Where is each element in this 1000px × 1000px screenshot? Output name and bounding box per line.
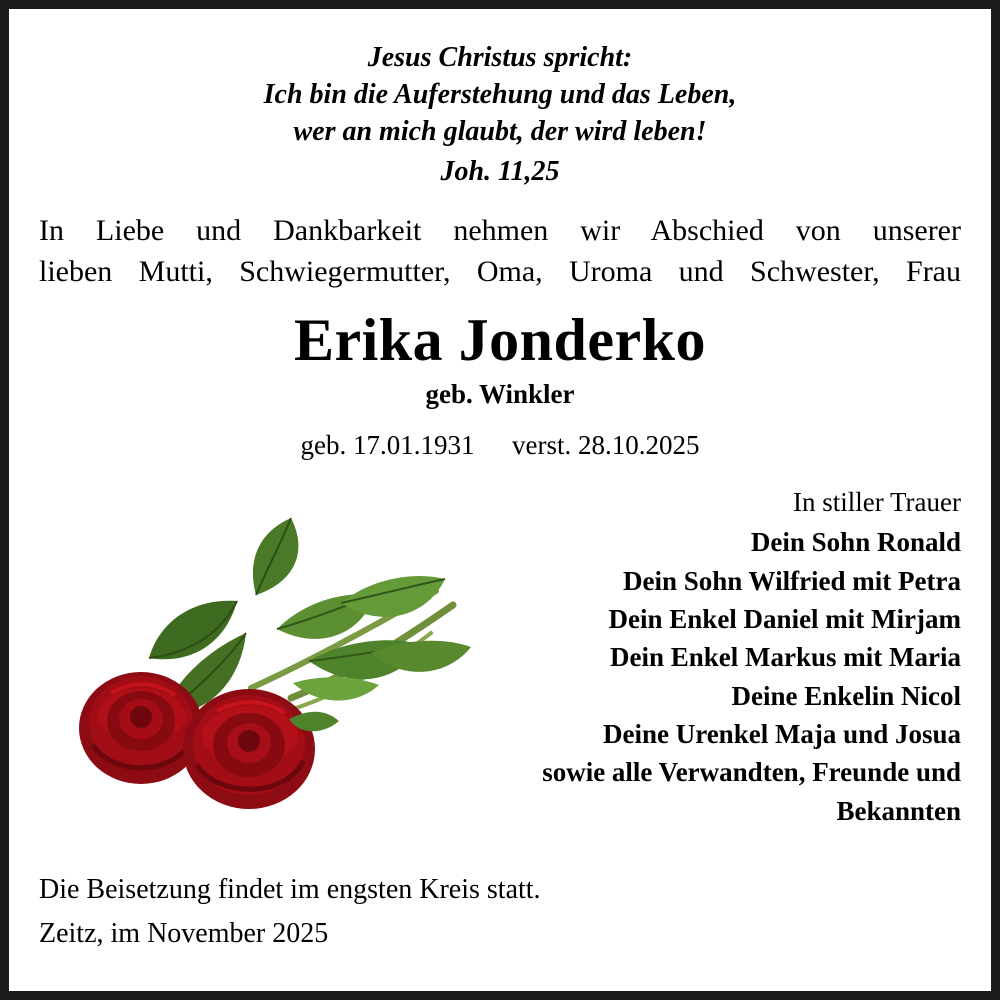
mourners-list — [469, 483, 961, 830]
roses-image — [41, 483, 481, 813]
mourner-5: Deine Enkelin Nicol — [731, 680, 961, 711]
mourning-heading: In stiller Trauer — [793, 487, 961, 518]
place-and-date: Zeitz, im November 2025 — [39, 917, 329, 949]
deceased-name: Erika Jonderko — [293, 307, 707, 374]
verse-line-2: Ich bin die Auferstehung und das Leben, — [263, 79, 737, 111]
bible-verse — [39, 39, 961, 190]
mourner-2: Dein Sohn Wilfried mit Petra — [623, 565, 961, 596]
intro-text — [39, 210, 961, 292]
death-date: verst. 28.10.2025 — [512, 430, 700, 461]
deceased-maiden-name: geb. Winkler — [425, 379, 575, 410]
intro-line-2: lieben Mutti, Schwiegermutter, Oma, Uroma und Schwester, Frau — [39, 255, 961, 289]
intro-line-1: In Liebe und Dankbarkeit nehmen wir Abschied von unserer — [39, 213, 961, 247]
lower-section — [39, 483, 961, 843]
verse-line-3: wer an mich glaubt, der wird leben! — [293, 116, 707, 148]
mourner-6: Deine Urenkel Maja und Josua — [602, 719, 961, 750]
life-dates — [39, 430, 961, 461]
birth-date: geb. 17.01.1931 — [300, 430, 475, 461]
mourner-7: sowie alle Verwandten, Freunde und — [542, 757, 961, 788]
verse-reference: Joh. 11,25 — [440, 155, 560, 187]
mourner-8: Bekannten — [836, 795, 961, 826]
funeral-info — [39, 868, 541, 955]
mourner-4: Dein Enkel Markus mit Maria — [610, 642, 961, 673]
mourner-1: Dein Sohn Ronald — [750, 527, 961, 558]
funeral-note: Die Beisetzung findet im engsten Kreis statt. — [39, 874, 541, 906]
verse-line-1: Jesus Christus spricht: — [367, 42, 633, 73]
mourner-3: Dein Enkel Daniel mit Mirjam — [608, 604, 961, 635]
